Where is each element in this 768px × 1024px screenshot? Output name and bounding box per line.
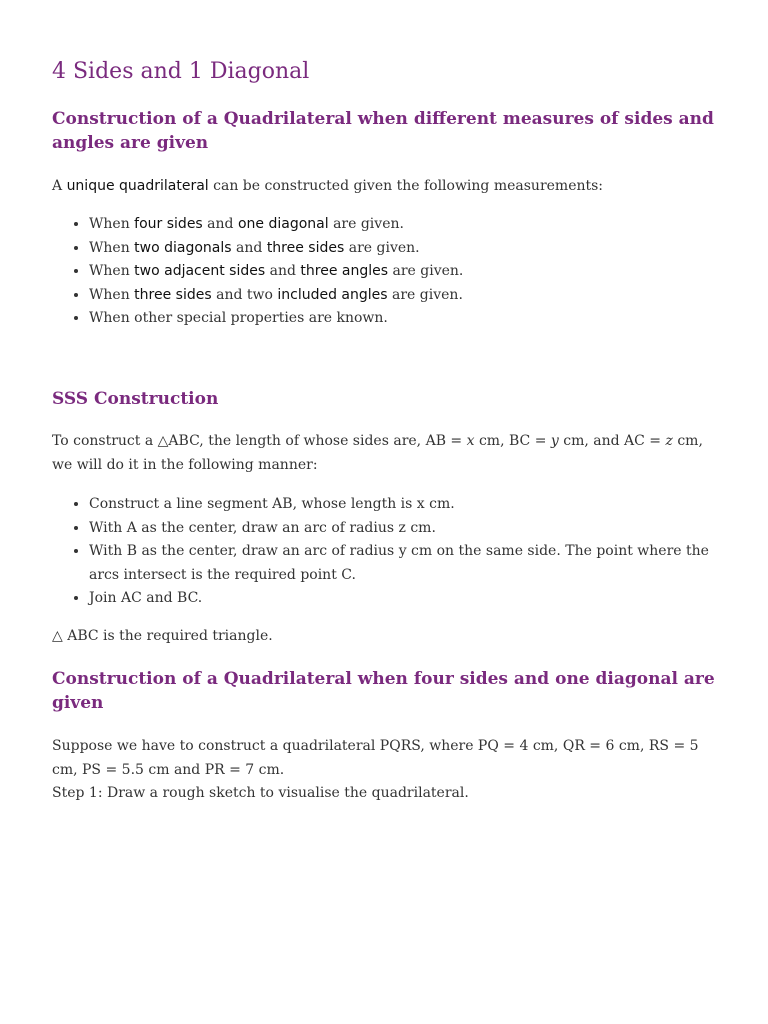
list-item [89,237,716,261]
keyword-three-sides: three sides [266,239,345,256]
list-text: When [89,216,135,232]
measurements-list [52,213,716,331]
list-item [89,260,716,284]
intro-text-a: A [52,178,67,194]
section-heading-construction-measures: Construction of a Quadrilateral when different measures of sides and angles are given [52,109,714,153]
intro-text-rest: can be constructed given the following measurements: [208,178,604,194]
sss-intro-paragraph [52,429,716,477]
sss-intro-text: To construct a △ABC, the length of whose sides are, AB = [52,433,467,449]
list-text: and [202,216,238,232]
list-item [89,213,716,237]
list-text: When [89,239,135,256]
list-item [89,284,716,308]
list-item: • Join AC and BC. [89,587,716,611]
list-item: • Construct a line segment AB, whose length is x cm. [89,493,716,517]
keyword-one-diagonal: one diagonal [237,216,329,232]
list-text: When other special properties are known. [89,310,388,326]
sss-intro-text: cm, we will do it in the following manner: [52,433,703,473]
keyword-unique-quadrilateral: unique quadrilateral [66,178,209,194]
keyword-two-adjacent-sides: two adjacent sides [134,263,266,279]
variable-x: x [466,433,475,449]
list-text: are given. [388,263,464,279]
intro-paragraph [52,174,716,198]
keyword-four-sides: four sides [134,216,203,232]
list-text: are given. [387,286,463,303]
section-heading-four-sides-one-diagonal: Construction of a Quadrilateral when four sides and one diagonal are given [52,669,715,713]
list-item [89,307,716,331]
sss-intro-text: cm, and AC = [558,433,666,449]
list-text: are given. [328,216,404,232]
list-item: • With A as the center, draw an arc of radius z cm. [89,517,716,541]
variable-y: y [550,433,559,449]
step-1-paragraph: Step 1: Draw a rough sketch to visualise the quadrilateral. [52,785,469,801]
keyword-three-angles: three angles [300,263,389,279]
list-text: When [89,286,135,303]
list-text: and two [211,286,278,303]
sss-steps-list [52,493,716,611]
keyword-included-angles: included angles [277,286,388,303]
list-text: When [89,263,135,279]
list-text: and [265,263,301,279]
list-text: and [231,239,267,256]
keyword-two-diagonals: two diagonals [134,239,232,256]
section-heading-sss-construction: SSS Construction [52,389,219,409]
variable-z: z [665,433,673,449]
sss-conclusion: △ ABC is the required triangle. [52,628,273,644]
main-heading: 4 Sides and 1 Diagonal [52,59,310,84]
keyword-three-sides: three sides [134,286,212,303]
quadrilateral-example-paragraph: Suppose we have to construct a quadrilateral PQRS, where PQ = 4 cm, QR = 6 cm, RS = 5 cm, PS = 5.5 cm and PR = 7 cm. [52,738,699,778]
sss-intro-text: cm, BC = [474,433,551,449]
list-item: • With B as the center, draw an arc of radius y cm on the same side. The point where the arcs intersect is the required point C. [89,540,716,587]
list-text: are given. [344,239,420,256]
